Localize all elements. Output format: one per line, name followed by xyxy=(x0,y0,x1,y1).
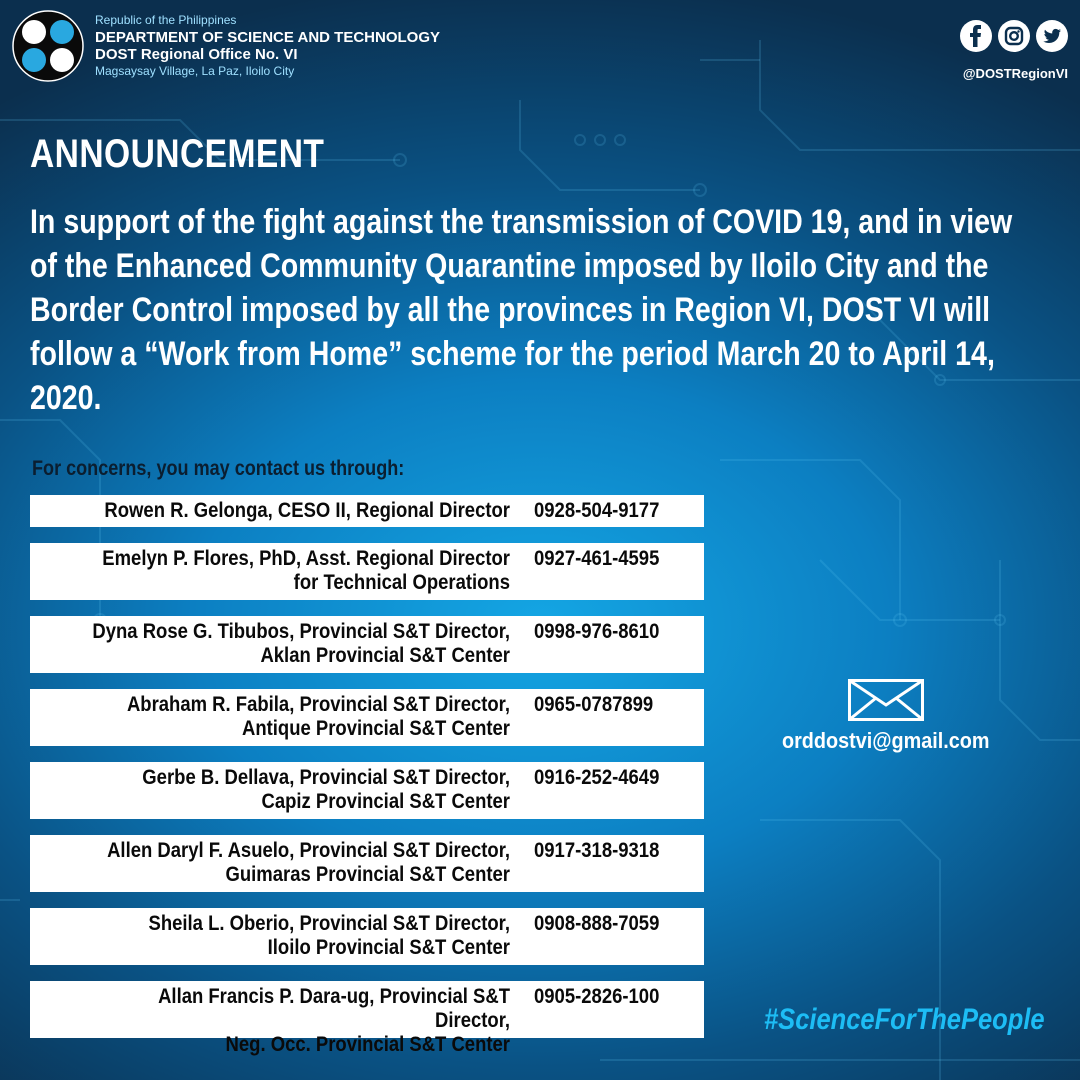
facebook-icon[interactable] xyxy=(960,20,992,52)
contact-phone[interactable]: 0927-461-4595 xyxy=(534,547,660,570)
contact-phone[interactable]: 0908-888-7059 xyxy=(534,912,660,935)
contact-list xyxy=(30,495,704,1054)
social-handle[interactable]: @DOSTRegionVI xyxy=(962,66,1068,81)
contact-row xyxy=(30,981,704,1056)
republic-label: Republic of the Philippines xyxy=(95,13,237,27)
office-label: DOST Regional Office No. VI xyxy=(95,46,298,63)
contact-name-block xyxy=(88,762,510,819)
contact-name: Gerbe B. Dellava, Provincial S&T Director, xyxy=(142,766,510,789)
contact-name-block xyxy=(88,689,510,746)
contact-name-block xyxy=(88,616,510,673)
contact-name: Abraham R. Fabila, Provincial S&T Director, xyxy=(126,693,510,716)
department-label: DEPARTMENT OF SCIENCE AND TECHNOLOGY xyxy=(95,29,441,46)
contact-row xyxy=(30,543,704,600)
announcement-body: In support of the fight against the transmission of COVID 19, and in view of the Enhanced Community Quarantine imposed by Iloilo City and the Border Control imposed by all the provinces in Region VI, DOST VI will follow a “Work from Home” scheme for the period March 20 to April 14, 2020. xyxy=(30,203,1013,417)
contact-name-block xyxy=(88,495,510,527)
contact-name: Dyna Rose G. Tibubos, Provincial S&T Director, xyxy=(92,620,510,643)
contact-phone[interactable]: 0998-976-8610 xyxy=(534,620,660,643)
contact-office: Antique Provincial S&T Center xyxy=(241,717,511,740)
contact-phone[interactable]: 0928-504-9177 xyxy=(534,499,660,522)
contact-name-block xyxy=(88,908,510,965)
contact-name: Sheila L. Oberio, Provincial S&T Director, xyxy=(148,912,510,935)
contact-name-block xyxy=(88,981,511,1056)
contacts-heading: For concerns, you may contact us through: xyxy=(32,457,405,480)
contact-row xyxy=(30,495,704,527)
contact-office: Aklan Provincial S&T Center xyxy=(260,644,510,667)
organization-block xyxy=(95,12,440,80)
contact-row xyxy=(30,835,704,892)
contact-phone[interactable]: 0917-318-9318 xyxy=(534,839,660,862)
contact-office: Guimaras Provincial S&T Center xyxy=(225,863,510,886)
contact-row xyxy=(30,616,704,673)
contact-email[interactable]: orddostvi@gmail.com xyxy=(782,728,990,753)
page-title: ANNOUNCEMENT xyxy=(30,132,325,176)
contact-name-block xyxy=(88,835,510,892)
contact-name: Rowen R. Gelonga, CESO II, Regional Director xyxy=(104,499,511,522)
envelope-icon[interactable] xyxy=(848,679,924,721)
contact-name: Allan Francis P. Dara-ug, Provincial S&T Director, xyxy=(158,985,510,1032)
twitter-icon[interactable] xyxy=(1036,20,1068,52)
address-label: Magsaysay Village, La Paz, Iloilo City xyxy=(95,64,295,78)
contact-row xyxy=(30,908,704,965)
instagram-icon[interactable] xyxy=(998,20,1030,52)
contact-row xyxy=(30,762,704,819)
social-icons xyxy=(960,20,1068,52)
contact-phone[interactable]: 0965-0787899 xyxy=(534,693,654,716)
contact-name: Emelyn P. Flores, PhD, Asst. Regional Director xyxy=(102,547,510,570)
contact-name-block xyxy=(88,543,510,600)
hashtag: #ScienceForThePeople xyxy=(764,1003,1045,1036)
dost-logo xyxy=(12,10,84,82)
contact-office: for Technical Operations xyxy=(293,571,510,594)
contact-office: Neg. Occ. Provincial S&T Center xyxy=(225,1033,511,1056)
contact-phone[interactable]: 0905-2826-100 xyxy=(534,985,660,1008)
contact-office: Capiz Provincial S&T Center xyxy=(261,790,510,813)
contact-phone[interactable]: 0916-252-4649 xyxy=(534,766,660,789)
contact-row xyxy=(30,689,704,746)
contact-name: Allen Daryl F. Asuelo, Provincial S&T Director, xyxy=(107,839,511,862)
contact-office: Iloilo Provincial S&T Center xyxy=(267,936,510,959)
